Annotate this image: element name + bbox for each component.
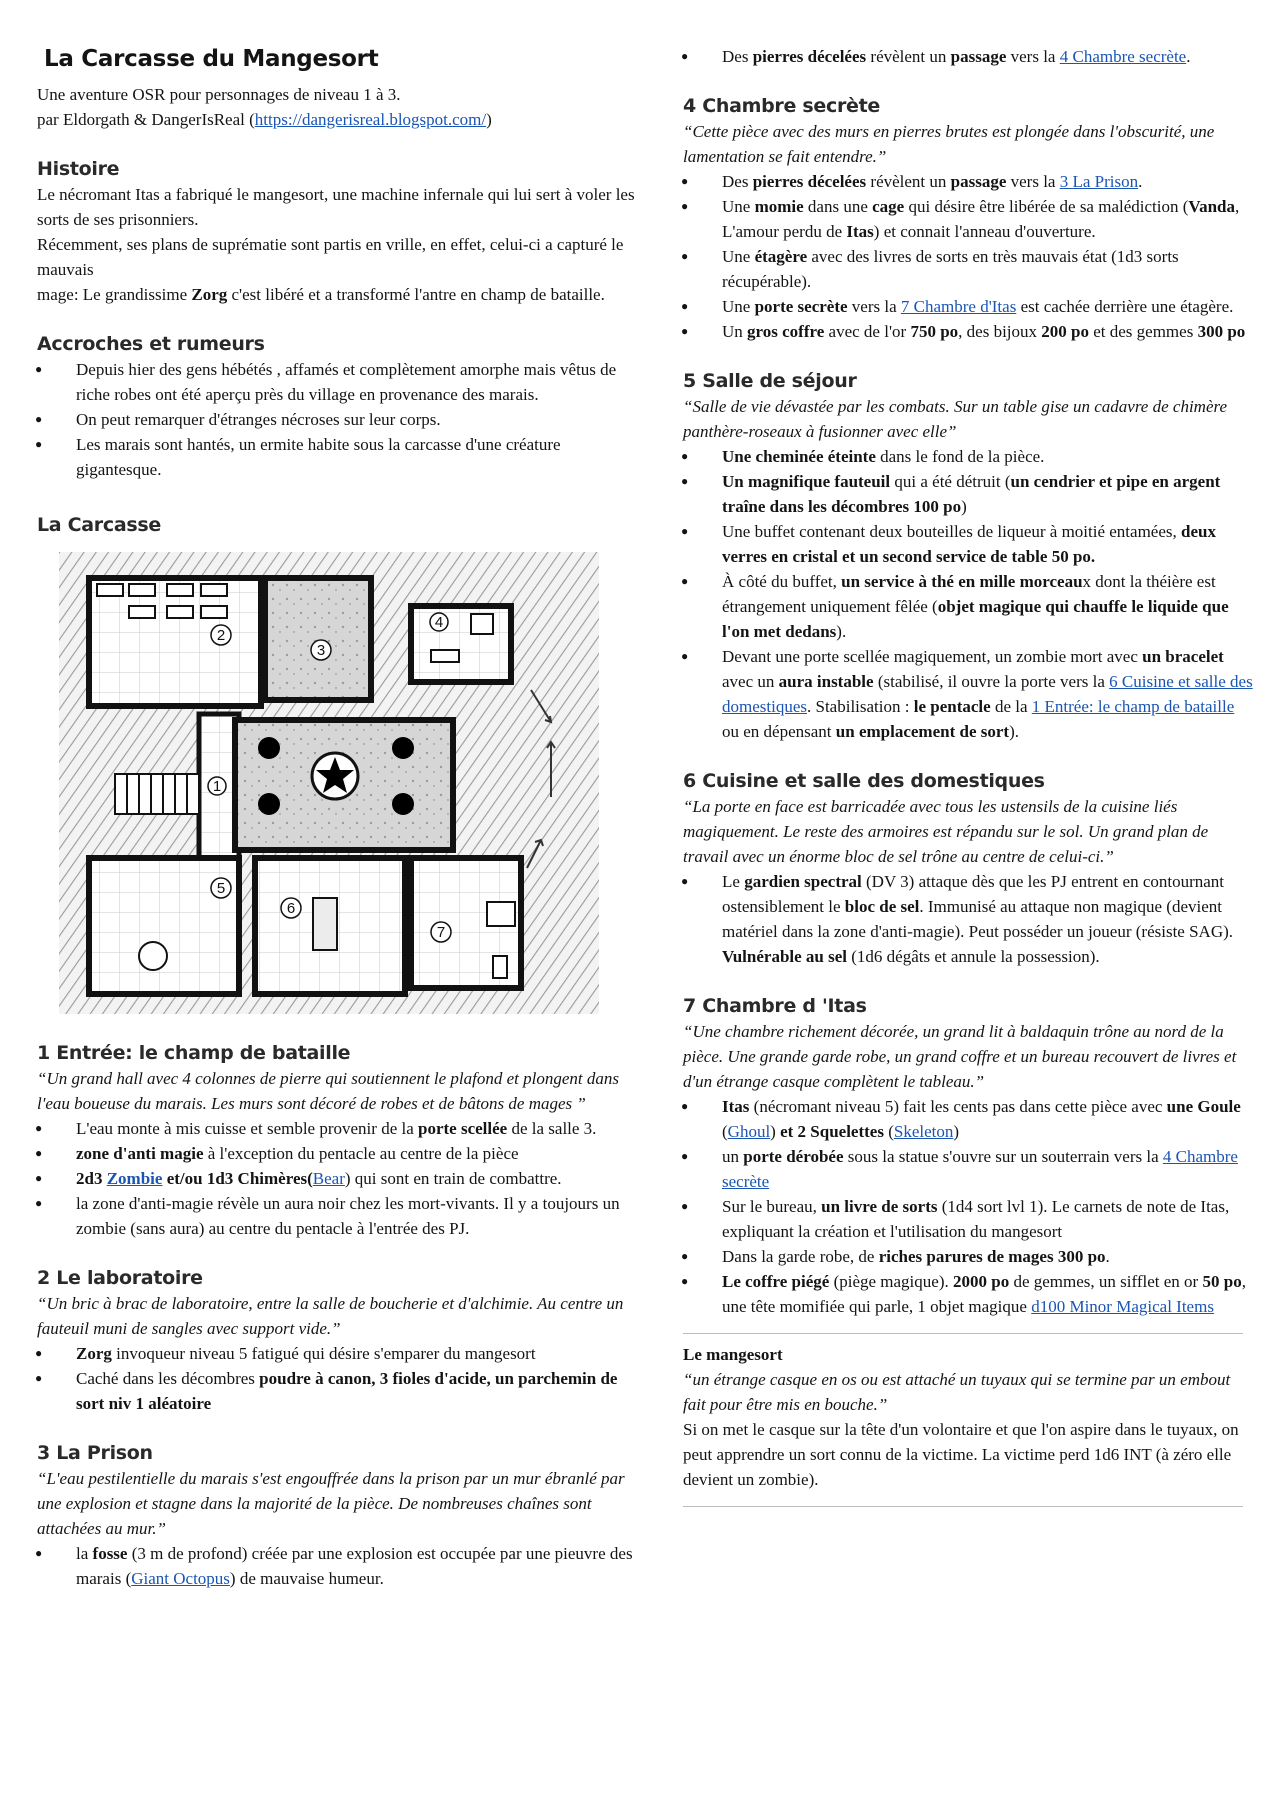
- section-6-quote: “La porte en face est barricadée avec tous les ustensils de la cuisine liés magiquement. Le reste des armoires est répandu sur le sol. Un grand plan de travail avec un énorme bloc de sel trône au centre de celui-ci.”: [683, 797, 1209, 866]
- histoire-p1: Le nécromant Itas a fabriqué le mangesort, une machine infernale qui lui sert à voler les sorts de ses prisonniers.: [37, 185, 635, 229]
- chambre-secrete-link[interactable]: 4 Chambre secrète: [1059, 47, 1187, 66]
- list-item: ● Le gardien spectral (DV 3) attaque dès que les PJ entrent en contournant ostensiblement le bloc de sel. Immunisé au attaque non magique (devient matériel dans la zone d'anti-magie). Peut posséder un joueur (résiste SAG). Vulnérable au sel (1d6 dégâts et annule la possession).: [683, 869, 1253, 969]
- list-item: ● Depuis hier des gens hébétés , affamés et complètement amorphe mais vêtus de riche robes ont été aperçu près du village en provenance des marais.: [37, 357, 642, 407]
- section-3-list-continued: [683, 44, 1253, 69]
- section-3-list: [37, 1541, 642, 1591]
- map-label-7: 7: [436, 924, 446, 941]
- mangesort-text: Si on met le casque sur la tête d'un volontaire et que l'on aspire dans le tuyaux, on peut apprendre un sort connu de la victime. La victime perd 1d6 INT (à zéro elle devient un zombie).: [683, 1420, 1239, 1489]
- minor-magical-items-link[interactable]: d100 Minor Magical Items: [1031, 1297, 1214, 1316]
- list-item: ● 2d3 Zombie et/ou 1d3 Chimères(Bear) qui sont en train de combattre.: [37, 1166, 642, 1191]
- ghoul-link[interactable]: Ghoul: [727, 1122, 771, 1141]
- list-item: ● À côté du buffet, un service à thé en mille morceaux dont la théière est étrangement uniquement fêlée (objet magique qui chauffe le liquide que l'on met dedans).: [683, 569, 1253, 644]
- map-label-2: 2: [216, 627, 226, 644]
- section-2-quote: “Un bric à brac de laboratoire, entre la salle de boucherie et d'alchimie. Au centre un fauteuil muni de sangles avec support vide.”: [37, 1294, 624, 1338]
- list-item: ● Une étagère avec des livres de sorts en très mauvais état (1d3 sorts récupérable).: [683, 244, 1253, 294]
- section-2-list: [37, 1341, 642, 1416]
- section-5-quote: “Salle de vie dévastée par les combats. Sur un table gise un cadavre de chimère panthère-roseaux à fusionner avec elle”: [683, 397, 1228, 441]
- list-item: ● Une cheminée éteinte dans le fond de la pièce.: [683, 444, 1253, 469]
- section-7-quote: “Une chambre richement décorée, un grand lit à baldaquin trône au nord de la pièce. Une grande garde robe, un grand coffre et un bureau recouvert de livres et d'un étrange casque complètent le tableau.”: [683, 1022, 1237, 1091]
- section-6-list: [683, 869, 1253, 969]
- list-item: ● Un gros coffre avec de l'or 750 po, des bijoux 200 po et des gemmes 300 po: [683, 319, 1253, 344]
- room-7-bed: [487, 902, 515, 926]
- document-title: La Carcasse du Mangesort: [44, 46, 379, 72]
- section-4-list: [683, 169, 1253, 344]
- histoire-heading: Histoire: [37, 158, 120, 180]
- section-7-list: [683, 1094, 1253, 1319]
- room-4-shelf: [471, 614, 493, 634]
- list-item: ● zone d'anti magie à l'exception du pentacle au centre de la pièce: [37, 1141, 642, 1166]
- dungeon-map: [59, 552, 599, 1014]
- map-label-4: 4: [434, 614, 444, 631]
- list-item: ● Itas (nécromant niveau 5) fait les cents pas dans cette pièce avec une Goule (Ghoul) et 2 Squelettes (Skeleton): [683, 1094, 1253, 1144]
- room-6-table: [313, 898, 337, 950]
- authors-line: par Eldorgath & DangerIsReal (https://dangerisreal.blogspot.com/): [37, 110, 492, 129]
- section-1-list: [37, 1116, 642, 1241]
- chambre-itas-link[interactable]: 7 Chambre d'Itas: [900, 297, 1017, 316]
- map-label-5: 5: [216, 880, 226, 897]
- map-label-3: 3: [316, 642, 326, 659]
- list-item: ● un porte dérobée sous la statue s'ouvre sur un souterrain vers la 4 Chambre secrète: [683, 1144, 1253, 1194]
- list-item: ● Une porte secrète vers la 7 Chambre d'Itas est cachée derrière une étagère.: [683, 294, 1253, 319]
- section-1-quote: “Un grand hall avec 4 colonnes de pierre qui soutiennent le plafond et plongent dans l'eau boueuse du marais. Les murs sont décoré de robes et de bâtons de mages ”: [37, 1069, 620, 1113]
- list-item: ● Devant une porte scellée magiquement, un zombie mort avec un bracelet avec un aura instable (stabilisé, il ouvre la porte vers la 6 Cuisine et salle des domestiques. Stabilisation : le pentacle de la 1 Entrée: le champ de bataille ou en dépensant un emplacement de sort).: [683, 644, 1253, 744]
- mangesort-heading: Le mangesort: [683, 1345, 783, 1364]
- giant-octopus-link[interactable]: Giant Octopus: [131, 1569, 230, 1588]
- divider: [683, 1506, 1243, 1507]
- list-item: ● Les marais sont hantés, un ermite habite sous la carcasse d'une créature gigantesque.: [37, 432, 642, 482]
- section-3-heading: 3 La Prison: [37, 1442, 153, 1464]
- la-prison-link[interactable]: 3 La Prison: [1059, 172, 1139, 191]
- list-item: ● la zone d'anti-magie révèle un aura noir chez les mort-vivants. Il y a toujours un zombie (sans aura) au centre du pentacle à l'entrée des PJ.: [37, 1191, 642, 1241]
- bear-link[interactable]: Bear: [312, 1169, 345, 1188]
- accroches-list: [37, 357, 642, 482]
- section-1-heading: 1 Entrée: le champ de bataille: [37, 1042, 351, 1064]
- room-2: [89, 578, 261, 706]
- cuisine-link[interactable]: 6 Cuisine et salle des domestiques: [722, 672, 1253, 716]
- entree-link[interactable]: 1 Entrée: le champ de bataille: [1031, 697, 1235, 716]
- zombie-link[interactable]: Zombie: [106, 1169, 163, 1188]
- list-item: ● Des pierres décelées révèlent un passage vers la 4 Chambre secrète.: [683, 44, 1253, 69]
- list-item: ● Le coffre piégé (piège magique). 2000 po de gemmes, un sifflet en or 50 po, une tête momifiée qui parle, 1 objet magique d100 Minor Magical Items: [683, 1269, 1253, 1319]
- room-3: [265, 578, 371, 700]
- histoire-p3: mage: Le grandissime Zorg c'est libéré et a transformé l'antre en champ de bataille.: [37, 285, 605, 304]
- chambre-secrete-link-2[interactable]: 4 Chambre secrète: [722, 1147, 1238, 1191]
- list-item: ● Des pierres décelées révèlent un passage vers la 3 La Prison.: [683, 169, 1253, 194]
- right-column: [683, 0, 1253, 1507]
- mangesort-quote: “un étrange casque en os ou est attaché un tuyaux qui se termine par un embout fait pour être mis en bouche.”: [683, 1370, 1231, 1414]
- list-item: ● On peut remarquer d'étranges nécroses sur leur corps.: [37, 407, 642, 432]
- list-item: ● Dans la garde robe, de riches parures de mages 300 po.: [683, 1244, 1253, 1269]
- list-item: ● L'eau monte à mis cuisse et semble provenir de la porte scellée de la salle 3.: [37, 1116, 642, 1141]
- list-item: ● Zorg invoqueur niveau 5 fatigué qui désire s'emparer du mangesort: [37, 1341, 642, 1366]
- list-item: ● Caché dans les décombres poudre à canon, 3 fioles d'acide, un parchemin de sort niv 1 aléatoire: [37, 1366, 642, 1416]
- stairs: [115, 774, 199, 814]
- section-7-heading: 7 Chambre d 'Itas: [683, 995, 867, 1017]
- room-7-wardrobe: [493, 956, 507, 978]
- carcasse-heading: La Carcasse: [37, 514, 161, 536]
- section-5-list: [683, 444, 1253, 744]
- blog-link[interactable]: https://dangerisreal.blogspot.com/: [254, 110, 487, 129]
- list-item: ● Sur le bureau, un livre de sorts (1d4 sort lvl 1). Le carnets de note de Itas, expliquant la création et l'utilisation du mangesort: [683, 1194, 1253, 1244]
- section-6-heading: 6 Cuisine et salle des domestiques: [683, 770, 1045, 792]
- list-item: ● Une buffet contenant deux bouteilles de liqueur à moitié entamées, deux verres en cristal et un second service de table 50 po.: [683, 519, 1253, 569]
- histoire-p2: Récemment, ses plans de suprématie sont partis en vrille, en effet, celui-ci a capturé le mauvais: [37, 235, 624, 279]
- list-item: ● la fosse (3 m de profond) créée par une explosion est occupée par une pieuvre des marais (Giant Octopus) de mauvaise humeur.: [37, 1541, 642, 1591]
- map-label-1: 1: [212, 778, 222, 795]
- room-4-table: [431, 650, 459, 662]
- room-5-rug: [139, 942, 167, 970]
- section-4-quote: “Cette pièce avec des murs en pierres brutes est plongée dans l'obscurité, une lamentation se fait entendre.”: [683, 122, 1215, 166]
- section-2-heading: 2 Le laboratoire: [37, 1267, 203, 1289]
- list-item: ● Une momie dans une cage qui désire être libérée de sa malédiction (Vanda, L'amour perdu de Itas) et connait l'anneau d'ouverture.: [683, 194, 1253, 244]
- room-4: [411, 606, 511, 682]
- list-item: ● Un magnifique fauteuil qui a été détruit (un cendrier et pipe en argent traîne dans les décombres 100 po): [683, 469, 1253, 519]
- accroches-heading: Accroches et rumeurs: [37, 333, 265, 355]
- intro-line: Une aventure OSR pour personnages de niveau 1 à 3.: [37, 85, 401, 104]
- left-column: [37, 0, 642, 1591]
- map-label-6: 6: [286, 900, 296, 917]
- section-5-heading: 5 Salle de séjour: [683, 370, 857, 392]
- section-4-heading: 4 Chambre secrète: [683, 95, 880, 117]
- section-3-quote: “L'eau pestilentielle du marais s'est engouffrée dans la prison par un mur ébranlé par une explosion et stagne dans la majorité de la pièce. De nombreuses chaînes sont attachées au mur.”: [37, 1469, 625, 1538]
- skeleton-link[interactable]: Skeleton: [893, 1122, 954, 1141]
